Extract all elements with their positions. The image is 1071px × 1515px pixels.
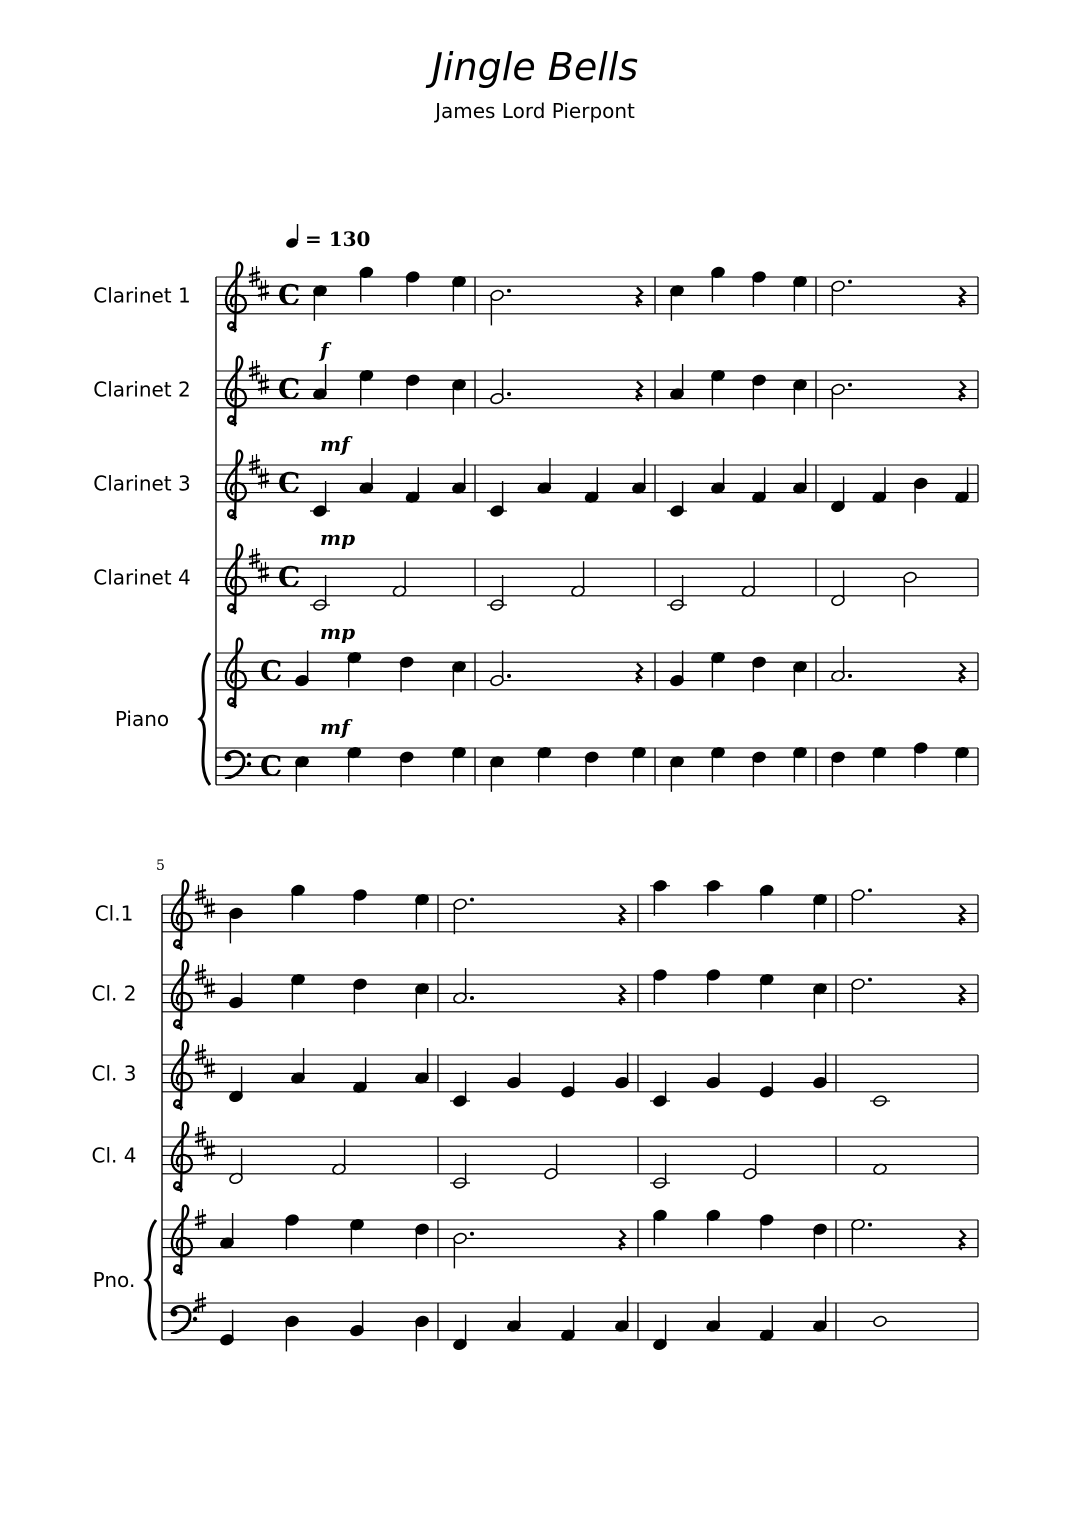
staff-label: Clarinet 4	[93, 565, 191, 590]
staff	[115, 620, 978, 731]
staff	[93, 526, 978, 613]
staff	[93, 432, 978, 519]
staff-label: Cl.1	[94, 901, 134, 926]
score-title: Jingle Bells	[431, 45, 639, 89]
staff-label: Piano	[114, 706, 170, 731]
quarter-rest-icon	[637, 287, 642, 306]
dynamic-marking: mf	[320, 715, 350, 739]
common-time-icon: C	[278, 466, 301, 500]
staff	[92, 1041, 978, 1110]
common-time-icon: C	[278, 372, 301, 406]
common-time-icon: C	[260, 654, 283, 688]
measure-number: 5	[156, 858, 165, 874]
system-2	[92, 858, 978, 1351]
staff-label: Clarinet 2	[93, 377, 191, 402]
dynamic-marking: f	[320, 338, 329, 362]
treble-clef-icon	[172, 1041, 192, 1110]
staff-label: Pno.	[92, 1267, 136, 1292]
piano-brace	[146, 1220, 156, 1340]
quarter-rest-icon	[960, 663, 965, 682]
staff-label: Cl. 3	[91, 1061, 137, 1086]
quarter-rest-icon	[960, 1230, 965, 1249]
dynamic-marking: mp	[320, 526, 356, 550]
quarter-rest-icon	[637, 663, 642, 682]
treble-clef-icon	[226, 451, 246, 520]
staff	[93, 263, 978, 332]
tempo-marking	[285, 224, 371, 251]
staff	[162, 1292, 978, 1351]
common-time-icon: C	[278, 278, 301, 312]
treble-clef-icon	[172, 1123, 192, 1192]
tempo-text: = 130	[305, 227, 371, 251]
staff-label: Cl. 4	[91, 1143, 137, 1168]
bass-clef-icon	[171, 1306, 198, 1334]
common-time-icon: C	[260, 749, 283, 783]
systems	[92, 263, 978, 1352]
system-1	[93, 263, 978, 792]
composer-name: James Lord Pierpont	[435, 99, 635, 123]
staff-label: Clarinet 1	[93, 283, 191, 308]
quarter-rest-icon	[960, 905, 965, 924]
staff-label: Cl. 2	[91, 981, 137, 1006]
treble-clef-icon	[172, 1206, 192, 1275]
treble-clef-icon	[226, 639, 246, 708]
staff	[95, 879, 978, 949]
quarter-rest-icon	[960, 985, 965, 1004]
bass-clef-icon	[225, 751, 252, 779]
quarter-rest-icon	[620, 985, 625, 1004]
treble-clef-icon	[226, 545, 246, 614]
common-time-icon: C	[278, 560, 301, 594]
piano-brace	[200, 653, 210, 785]
quarter-rest-icon	[637, 381, 642, 400]
treble-clef-icon	[226, 357, 246, 426]
treble-clef-icon	[172, 881, 192, 950]
note-head	[873, 1315, 888, 1328]
dynamic-marking: mp	[320, 620, 356, 644]
treble-clef-icon	[172, 961, 192, 1030]
staff-label: Clarinet 3	[93, 471, 191, 496]
quarter-rest-icon	[620, 1230, 625, 1249]
dynamic-marking: mf	[320, 432, 350, 456]
staff	[92, 1123, 978, 1192]
quarter-rest-icon	[960, 381, 965, 400]
quarter-rest-icon	[620, 905, 625, 924]
staff	[93, 338, 978, 425]
quarter-rest-icon	[960, 287, 965, 306]
staff	[93, 1206, 978, 1292]
staff	[92, 961, 978, 1030]
staff	[216, 715, 978, 792]
treble-clef-icon	[226, 263, 246, 332]
